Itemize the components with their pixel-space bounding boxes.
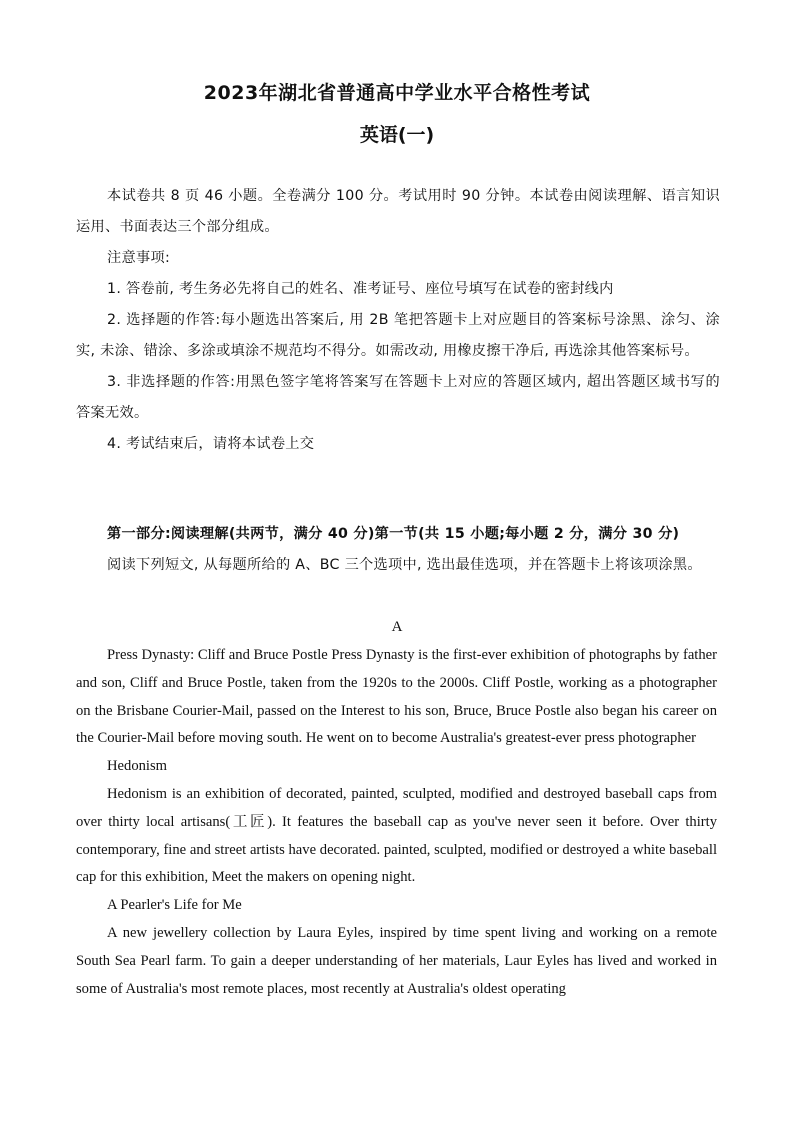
part-one-heading: 第一部分:阅读理解(共两节，满分 40 分)第一节(共 15 小题;每小题 2 分，满分 30 分)	[107, 526, 680, 542]
passage-subheading: A Pearler's Life for Me	[107, 897, 242, 914]
notice-item: 4. 考试结束后，请将本试卷上交	[107, 436, 315, 452]
passage-subheading: Hedonism	[107, 758, 167, 775]
passage-paragraph: A new jewellery collection by Laura Eyles, inspired by time spent living and working on a remote South Sea Pearl farm. To gain a deeper understanding of her materials, Laur Eyles has lived and worked in some of Australia's most remote places, most recently at Australia's oldest operating	[76, 924, 717, 997]
exam-subtitle: 英语(一)	[359, 124, 435, 146]
notice-heading: 注意事项:	[107, 250, 171, 266]
part-one-section	[76, 519, 720, 581]
exam-title: 2023年湖北省普通高中学业水平合格性考试	[203, 82, 591, 104]
notice-item: 1. 答卷前, 考生务必先将自己的姓名、准考证号、座位号填写在试卷的密封线内	[107, 281, 614, 297]
passage-letter: A	[391, 619, 403, 635]
exam-description: 本试卷共 8 页 46 小题。全卷满分 100 分。考试用时 90 分钟。本试卷由阅读理解、语言知识运用、书面表达三个部分组成。	[76, 188, 720, 235]
passage-paragraph: Hedonism is an exhibition of decorated, painted, sculpted, modified and destroyed baseball caps from over thirty local artisans(工匠). It features the baseball cap as you've never seen it before. Over thirty contemporary, fine and street artists have decorated. painted, sculpted, modified or destroyed a white baseball cap for this exhibition, Meet the makers on opening night.	[76, 785, 717, 886]
exam-instructions	[76, 181, 720, 460]
part-one-instruction: 阅读下列短文, 从每题所给的 A、BC 三个选项中, 选出最佳选项，并在答题卡上将该项涂黑。	[107, 557, 702, 573]
passage-paragraph: Press Dynasty: Cliff and Bruce Postle Press Dynasty is the first-ever exhibition of photographs by father and son, Cliff and Bruce Postle, taken from the 1920s to the 2000s. Cliff Postle, working as a photographer on the Brisbane Courier-Mail, passed on the Interest to his son, Bruce, Bruce Postle also began his career on the Courier-Mail before moving south. He went on to become Australia's greatest-ever press photographer	[76, 647, 717, 747]
notice-item: 3. 非选择题的作答:用黑色签字笔将答案写在答题卡上对应的答题区域内, 超出答题区域书写的答案无效。	[76, 374, 720, 421]
reading-passage	[76, 642, 717, 1003]
notice-item: 2. 选择题的作答:每小题选出答案后, 用 2B 笔把答题卡上对应题目的答案标号涂黑、涂匀、涂实, 未涂、错涂、多涂或填涂不规范均不得分。如需改动, 用橡皮擦干净后, 再选涂其他答案标号。	[76, 312, 720, 359]
